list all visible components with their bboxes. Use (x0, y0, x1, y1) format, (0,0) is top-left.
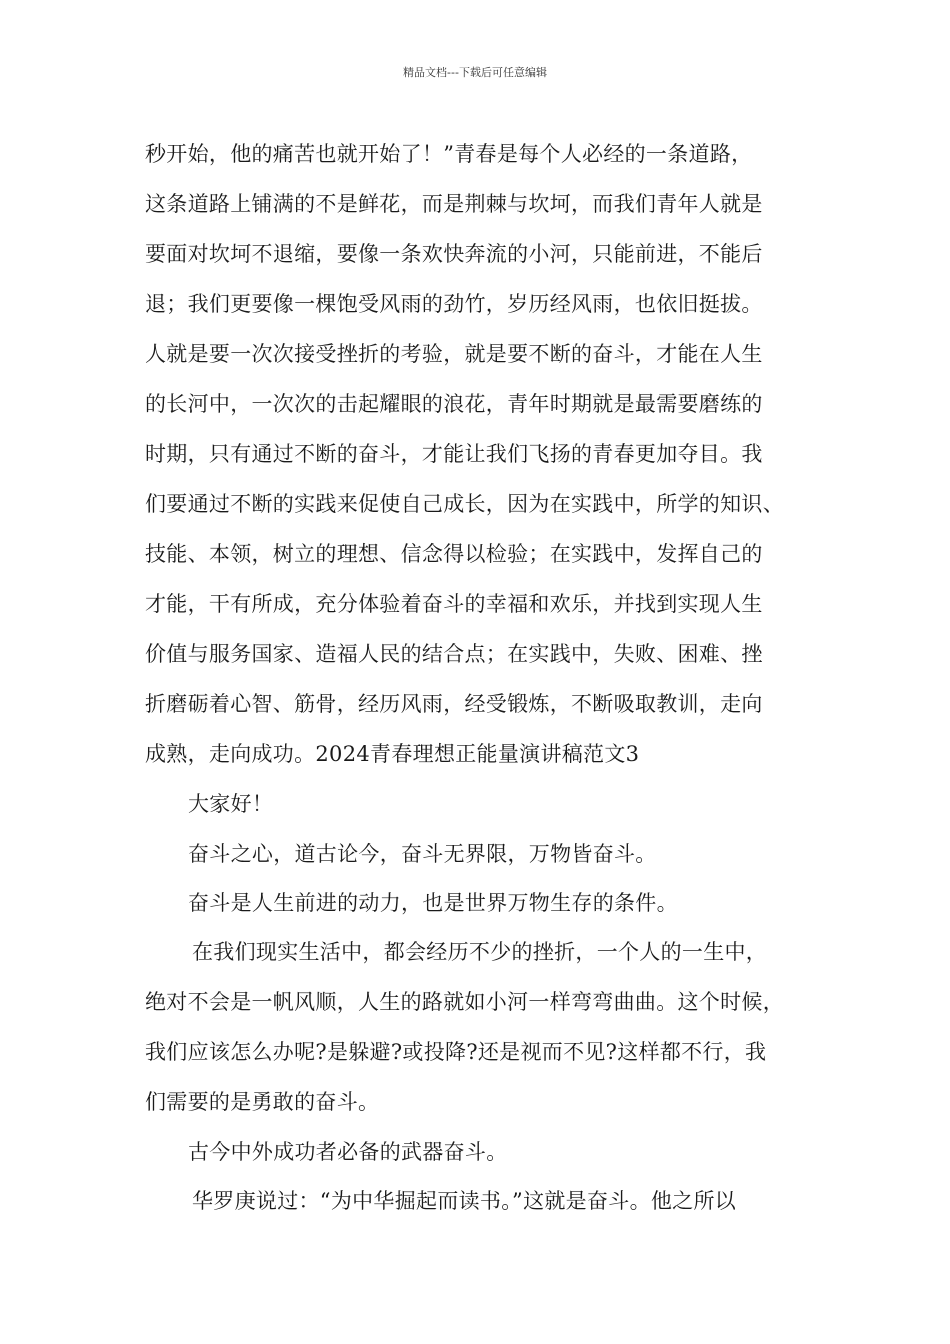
text-line: 在我们现实生活中，都会经历不少的挫折，一个人的一生中， (192, 940, 768, 964)
text-line: 退；我们更要像一棵饱受风雨的劲竹，岁历经风雨，也依旧挺拔。 (145, 292, 763, 316)
text-line: 华罗庚说过：“为中华掘起而读书。”这就是奋斗。他之所以 (192, 1189, 737, 1213)
text-line: 们需要的是勇敢的奋斗。 (145, 1090, 380, 1114)
text-line: 们要通过不断的实践来促使自己成长，因为在实践中，所学的知识、 (145, 492, 784, 516)
text-line: 古今中外成功者必备的武器奋斗。 (188, 1140, 508, 1164)
text-line: 我们应该怎么办呢?是躲避?或投降?还是视而不见?这样都不行，我 (145, 1040, 767, 1064)
text-line: 时期，只有通过不断的奋斗，才能让我们飞扬的青春更加夺目。我 (145, 442, 763, 466)
greeting-line: 大家好！ (188, 792, 274, 816)
text-line: 折磨砺着心智、筋骨，经历风雨，经受锻炼，不断吸取教训，走向 (145, 692, 763, 716)
text-line: 成熟，走向成功。2024青春理想正能量演讲稿范文3 (145, 742, 640, 766)
text-line: 价值与服务国家、造福人民的结合点；在实践中，失败、困难、挫 (145, 642, 763, 666)
text-line: 要面对坎坷不退缩，要像一条欢快奔流的小河，只能前进，不能后 (145, 242, 763, 266)
text-line: 绝对不会是一帆风顺，人生的路就如小河一样弯弯曲曲。这个时候， (145, 990, 784, 1014)
text-line: 技能、本领，树立的理想、信念得以检验；在实践中，发挥自己的 (145, 542, 763, 566)
text-line: 这条道路上铺满的不是鲜花，而是荆棘与坎坷，而我们青年人就是 (145, 192, 763, 216)
text-line: 才能，干有所成，充分体验着奋斗的幸福和欢乐，并找到实现人生 (145, 592, 763, 616)
text-line: 的长河中，一次次的击起耀眼的浪花，青年时期就是最需要磨练的 (145, 392, 763, 416)
text-line: 秒开始，他的痛苦也就开始了！”青春是每个人必经的一条道路， (145, 142, 753, 166)
text-line: 奋斗是人生前进的动力，也是世界万物生存的条件。 (188, 891, 678, 915)
text-line: 人就是要一次次接受挫折的考验，就是要不断的奋斗，才能在人生 (145, 342, 763, 366)
text-line: 奋斗之心，道古论今，奋斗无界限，万物皆奋斗。 (188, 842, 657, 866)
page-header: 精品文档---下载后可任意编辑 (403, 66, 547, 79)
